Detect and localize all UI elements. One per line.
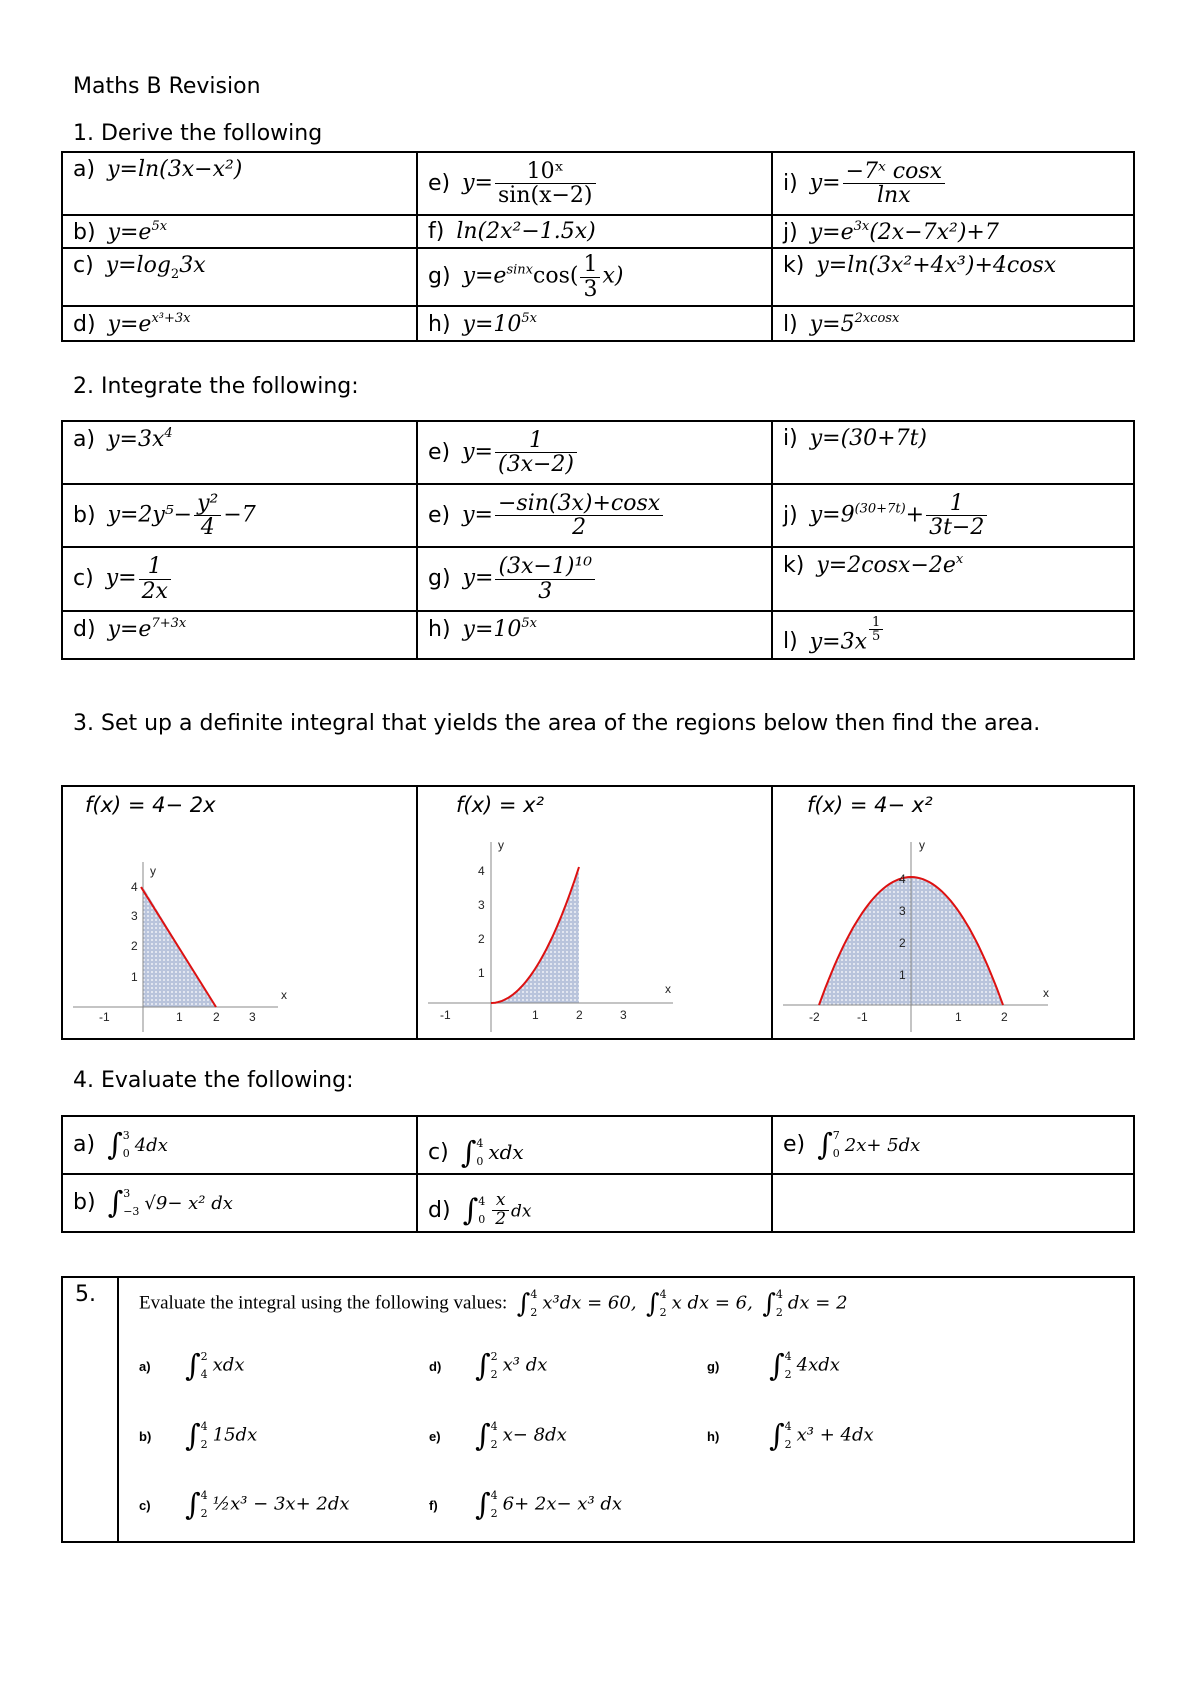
graph-3-xtick: -1 (857, 1010, 868, 1024)
graph-3-ytick: 2 (899, 936, 906, 950)
graph-3-ytick: 3 (899, 904, 906, 918)
q1-f: f) ln(2x²−1.5x) (417, 215, 772, 248)
q5-number-cell (62, 1277, 118, 1542)
graph-1-xtick: -1 (99, 1010, 110, 1024)
graph-2-xtick: 2 (576, 1008, 583, 1022)
graph-1-xtick: 3 (249, 1010, 256, 1024)
q1-l: l) $y=5^{2xcosx}$ (772, 306, 1134, 341)
q2-e2: e) y= $\frac{-\sin(3x)+\cos x}{2}$ (417, 484, 772, 547)
q3-graph-2: f(x) = x² y x -1 1 2 3 1 2 3 4 (417, 786, 772, 1039)
graph-1-svg (63, 787, 417, 1039)
graph-1-ytick: 3 (131, 909, 138, 923)
graph-2-ytick: 3 (478, 898, 485, 912)
q1-d: d) $y=e^{x^3+3x}$ (62, 306, 417, 341)
q2-table (61, 420, 1135, 660)
q3-heading: 3. Set up a definite integral that yields the area of the regions below then find the area. (73, 711, 1041, 736)
q3-graph-3: f(x) = 4− x² y x -2 -1 1 2 1 2 3 4 (772, 786, 1134, 1039)
q2-g: g) y= $\frac{\text{(3x−1)¹⁰}}{3}$ (417, 547, 772, 611)
q2-b: b) y=2y⁵− $\frac{\text{y²}}{4}$ −7 (62, 484, 417, 547)
graph-3-xtick: -2 (809, 1010, 820, 1024)
graph-3-ytick: 4 (899, 872, 906, 886)
graph-2-xtick: -1 (440, 1008, 451, 1022)
q5-intro-line: Evaluate the integral using the following values: ∫ 4 2 x³dx = 60, ∫ 4 2 x dx = 6, ∫ 4 2 dx = 2 (139, 1288, 848, 1319)
q4-a: a) ∫ 3 0 4dx (62, 1116, 417, 1174)
graph-2-xtick: 3 (620, 1008, 627, 1022)
q3-graph-1: f(x) = 4− 2x y x -1 1 2 3 1 2 3 4 (62, 786, 417, 1039)
graph-3-xtick: 1 (955, 1010, 962, 1024)
q2-d: d) $y=e^{7+3x}$ (62, 611, 417, 659)
graph-3-axis-x-label: x (1043, 986, 1049, 1000)
q5-d: d) ∫ 2 2 x³ dx (429, 1348, 548, 1384)
graph-3-xtick: 2 (1001, 1010, 1008, 1024)
q2-j: j) $y=9^{(30+7t)}+$ $\frac{1}{3t-2}$ (772, 484, 1134, 547)
graph-3-ytick: 1 (899, 968, 906, 982)
q3-table (61, 785, 1135, 1040)
q1-b: b) $y=e^{5x}$ (62, 215, 417, 248)
q1-c: c) $y=\log_23x$ (62, 248, 417, 306)
q4-table (61, 1115, 1135, 1233)
graph-2-area (491, 867, 579, 1003)
q1-k: k) y=ln(3x²+4x³)+4cosx (772, 248, 1134, 306)
graph-2-axis-x-label: x (665, 982, 671, 996)
q2-e1: e) y= $\frac{1}{(3x-2)}$ (417, 421, 772, 484)
q1-i: i) y= $\frac{\text{−7ˣ cosx}}{\ln x}$ (772, 152, 1134, 215)
q1-a: a) y=ln(3x−x²) (62, 152, 417, 215)
q5-number: 5. (75, 1282, 96, 1307)
q5-body (118, 1277, 1134, 1542)
graph-1-ytick: 4 (131, 880, 138, 894)
q1-e: e) y= $\frac{\text{10ˣ}}{\sin(x-2)}$ (417, 152, 772, 215)
graph-2-svg (418, 787, 772, 1039)
q5-f: f) ∫ 4 2 6+ 2x− x³ dx (429, 1487, 623, 1523)
q4-b: b) ∫ 3 −3 √9− x² dx (62, 1174, 417, 1232)
graph-2-axis-y-label: y (498, 838, 504, 852)
graph-1-axis-y-label: y (150, 864, 156, 878)
graph-1-axis-x-label: x (281, 988, 287, 1002)
q1-table (61, 151, 1135, 342)
graph-2-ytick: 2 (478, 932, 485, 946)
q5-h: h) ∫ 4 2 x³ + 4dx (707, 1418, 874, 1454)
q1-heading: 1. Derive the following (73, 121, 323, 146)
q5-e: e) ∫ 4 2 x− 8dx (429, 1418, 567, 1454)
q2-l: l) y=3x $\frac{1}{5}$ (772, 611, 1134, 659)
graph-3-svg (773, 787, 1134, 1039)
q2-k: k) $y=2\cos x-2e^x$ (772, 547, 1134, 611)
q2-a: a) $y=3x^4$ (62, 421, 417, 484)
q4-heading: 4. Evaluate the following: (73, 1068, 354, 1093)
q2-i: i) y=(30+7t) (772, 421, 1134, 484)
q4-d: d) ∫ 4 0 $\frac{x}{2}$ dx (417, 1174, 772, 1232)
q2-heading: 2. Integrate the following: (73, 374, 359, 399)
graph-2-ytick: 1 (478, 966, 485, 980)
q2-c: c) y= $\frac{1}{2x}$ (62, 547, 417, 611)
graph-2-ytick: 4 (478, 864, 485, 878)
q5-g: g) ∫ 4 2 4xdx (707, 1348, 840, 1384)
q1-j: j) $y=e^{3x}(2x-7x^2)+7$ (772, 215, 1134, 248)
q5-b: b) ∫ 4 2 15dx (139, 1418, 258, 1454)
graph-1-xtick: 2 (213, 1010, 220, 1024)
q5-c: c) ∫ 4 2 ½x³ − 3x+ 2dx (139, 1487, 350, 1523)
graph-2-xtick: 1 (532, 1008, 539, 1022)
graph-1-xtick: 1 (176, 1010, 183, 1024)
graph-3-axis-y-label: y (919, 838, 925, 852)
q2-h: h) $y=10^{5x}$ (417, 611, 772, 659)
q5-table (61, 1276, 1135, 1543)
q1-g: g) $y=e^{sinx}\cos$( $\frac{1}{3}$ x) (417, 248, 772, 306)
q1-h: h) $y=10^{5x}$ (417, 306, 772, 341)
page-title: Maths B Revision (73, 74, 261, 99)
graph-1-ytick: 2 (131, 939, 138, 953)
q5-a: a) ∫ 2 4 xdx (139, 1348, 245, 1384)
graph-1-ytick: 1 (131, 970, 138, 984)
q4-c: c) ∫ 4 0 xdx (417, 1116, 772, 1174)
q4-empty (772, 1174, 1134, 1232)
q4-e: e) ∫ 7 0 2x+ 5dx (772, 1116, 1134, 1174)
